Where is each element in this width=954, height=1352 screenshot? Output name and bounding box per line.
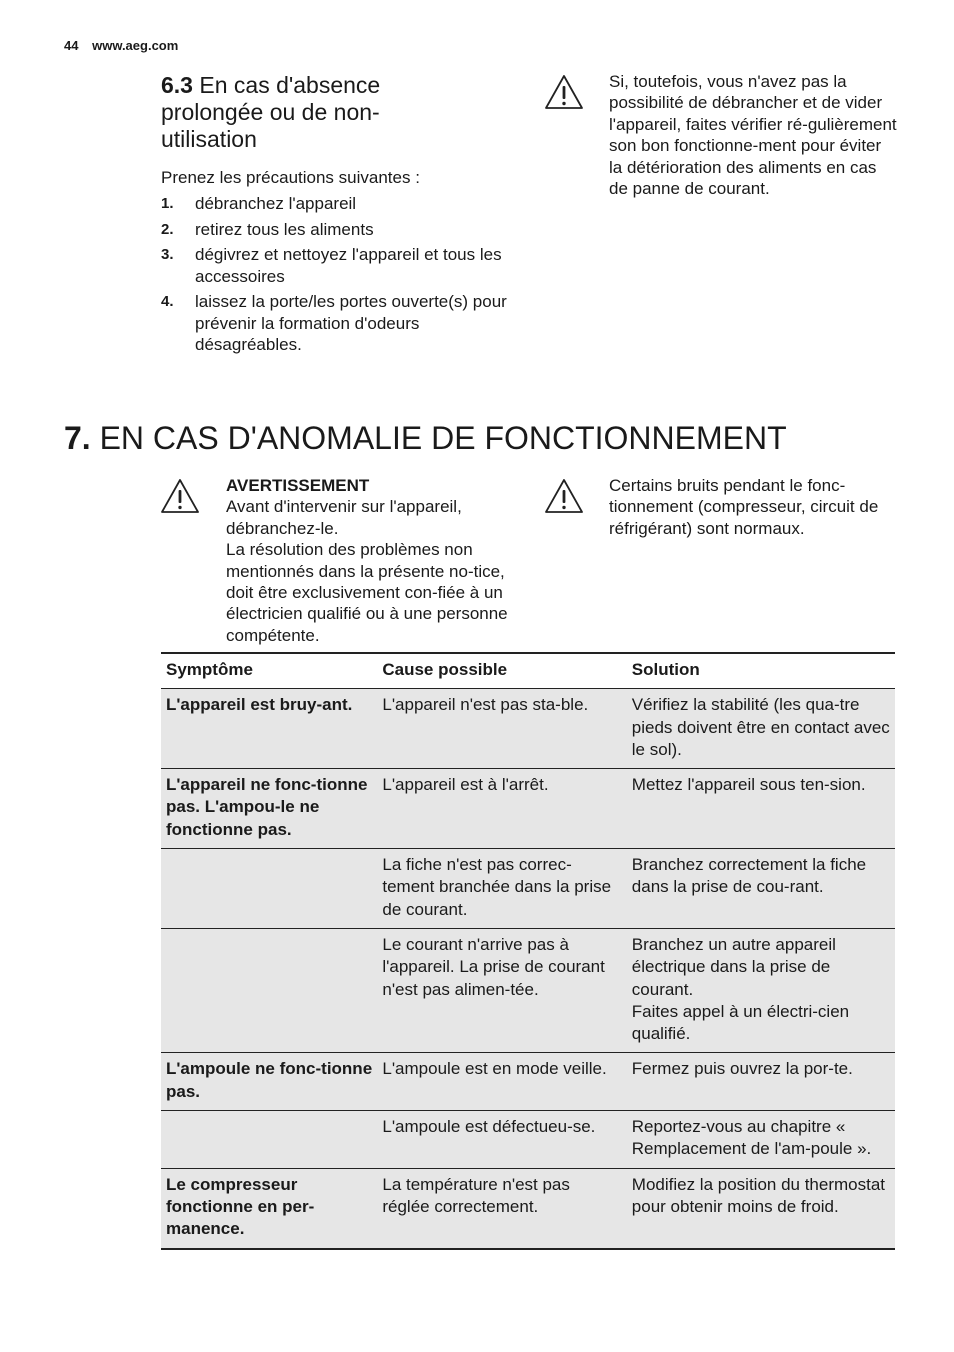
solution-cell: Modifiez la position du thermostat pour obtenir moins de froid. bbox=[627, 1168, 895, 1248]
table-header-row bbox=[161, 653, 895, 689]
table-row bbox=[161, 1168, 895, 1248]
cause-cell: L'ampoule est en mode veille. bbox=[377, 1053, 626, 1111]
symptom-cell: Le compresseur fonctionne en per-manence. bbox=[161, 1168, 377, 1248]
symptom-cell bbox=[161, 928, 377, 1052]
section-6-3-intro: Prenez les précautions suivantes : bbox=[161, 168, 420, 187]
warning-triangle-icon bbox=[160, 478, 200, 514]
cause-cell: L'appareil n'est pas sta-ble. bbox=[377, 689, 626, 769]
table-row bbox=[161, 1053, 895, 1111]
solution-cell: Reportez-vous au chapitre « Remplacement de l'am-poule ». bbox=[627, 1111, 895, 1169]
section-6-3-title bbox=[161, 72, 461, 153]
cause-cell: La fiche n'est pas correc-tement branchée dans la prise de courant. bbox=[377, 849, 626, 929]
section-6-3-note: Si, toutefois, vous n'avez pas la possibilité de débrancher et de vider l'appareil, faites vérifier ré-gulièrement son bon fonctionne-ment pour éviter la détérioration des aliments en cas de panne de courant. bbox=[609, 72, 897, 199]
cause-cell: Le courant n'arrive pas à l'appareil. La prise de courant n'est pas alimen-tée. bbox=[377, 928, 626, 1052]
table-row bbox=[161, 849, 895, 929]
list-item: 1. débranchez l'appareil bbox=[161, 194, 357, 213]
precaution-steps bbox=[161, 193, 511, 360]
symptom-cell bbox=[161, 849, 377, 929]
page-number: 44 bbox=[64, 38, 79, 53]
symptom-cell bbox=[161, 1111, 377, 1169]
troubleshooting-table bbox=[161, 652, 895, 1250]
symptom-cell: L'appareil ne fonc-tionne pas. L'ampou-le ne fonctionne pas. bbox=[161, 769, 377, 849]
cause-cell: La température n'est pas réglée correctement. bbox=[377, 1168, 626, 1248]
warning-triangle-icon bbox=[544, 478, 584, 514]
solution-cell: Vérifiez la stabilité (les qua-tre pieds doivent être en contact avec le sol). bbox=[627, 689, 895, 769]
solution-cell bbox=[627, 928, 895, 1052]
solution-line: Faites appel à un électri-cien qualifié. bbox=[631, 1001, 850, 1044]
header-symptom: Symptôme bbox=[161, 653, 377, 689]
page-header bbox=[64, 38, 178, 53]
warning-text-2: La résolution des problèmes non mentionnés dans la présente no-tice, doit être exclusivement con-fiée à un électricien qualifié ou à une personne compétente. bbox=[226, 540, 508, 645]
section-6-3-heading: En cas d'absence prolongée ou de non-utilisation bbox=[161, 72, 381, 152]
warning-text-1: Avant d'intervenir sur l'appareil, débranchez-le. bbox=[226, 497, 462, 538]
warning-title: AVERTISSEMENT bbox=[226, 476, 370, 495]
list-item: 4. laissez la porte/les portes ouverte(s) pour prévenir la formation d'odeurs désagréables. bbox=[161, 292, 507, 354]
table-row bbox=[161, 928, 895, 1052]
section-7-number: 7. bbox=[64, 420, 91, 456]
section-7-title bbox=[64, 418, 787, 458]
solution-cell: Fermez puis ouvrez la por-te. bbox=[627, 1053, 895, 1111]
section-7-note: Certains bruits pendant le fonc-tionnement (compresseur, circuit de réfrigérant) sont normaux. bbox=[609, 476, 879, 538]
table-row bbox=[161, 689, 895, 769]
header-solution: Solution bbox=[627, 653, 895, 689]
cause-cell: L'ampoule est défectueu-se. bbox=[377, 1111, 626, 1169]
cause-cell: L'appareil est à l'arrêt. bbox=[377, 769, 626, 849]
site-url: www.aeg.com bbox=[92, 38, 179, 53]
warning-triangle-icon bbox=[544, 74, 584, 110]
section-7-heading: EN CAS D'ANOMALIE DE FONCTIONNEMENT bbox=[99, 420, 787, 456]
list-item: 2. retirez tous les aliments bbox=[161, 219, 374, 239]
symptom-cell: L'appareil est bruy-ant. bbox=[161, 689, 377, 769]
section-6-3-number: 6.3 bbox=[161, 72, 193, 98]
table-row bbox=[161, 769, 895, 849]
solution-line: Branchez un autre appareil électrique dans la prise de courant. bbox=[631, 934, 836, 999]
solution-cell: Branchez correctement la fiche dans la prise de cou-rant. bbox=[627, 849, 895, 929]
table-row bbox=[161, 1111, 895, 1169]
warning-block bbox=[226, 475, 516, 646]
list-item: 3. dégivrez et nettoyez l'appareil et tous les accessoires bbox=[161, 245, 502, 286]
solution-cell: Mettez l'appareil sous ten-sion. bbox=[627, 769, 895, 849]
symptom-cell: L'ampoule ne fonc-tionne pas. bbox=[161, 1053, 377, 1111]
header-cause: Cause possible bbox=[377, 653, 626, 689]
